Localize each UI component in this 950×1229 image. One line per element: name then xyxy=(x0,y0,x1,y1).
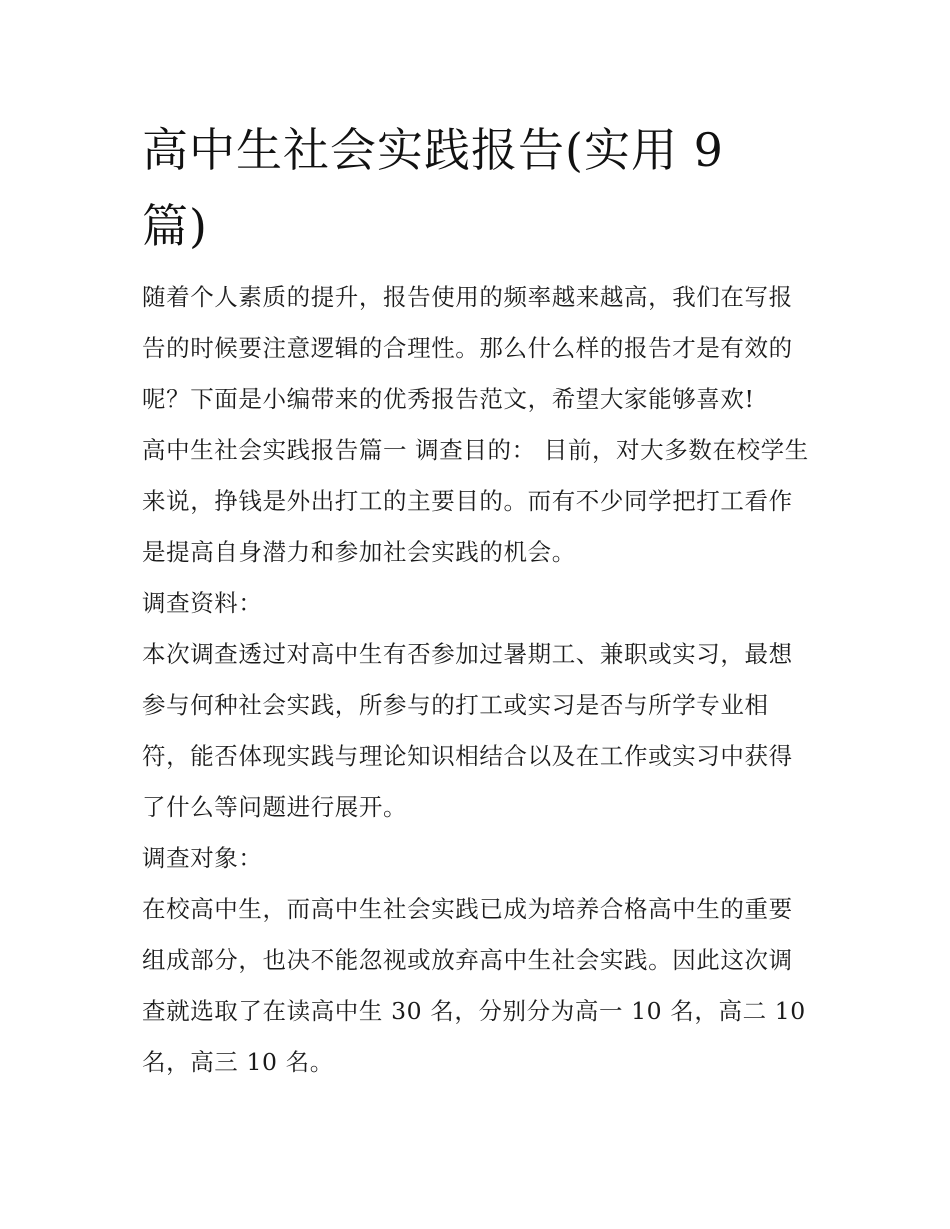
survey-purpose-paragraph: 高中生社会实践报告篇一 调查目的： 目前，对大多数在校学生来说，挣钱是外出打工的主要目的。而有不少同学把打工看作是提高自身潜力和参加社会实践的机会。 xyxy=(142,436,809,566)
survey-material-paragraph: 本次调查透过对高中生有否参加过暑期工、兼职或实习，最想参与何种社会实践，所参与的打工或实习是否与所学专业相符，能否体现实践与理论知识相结合以及在工作或实习中获得了什么等问题进行展开。 xyxy=(142,640,793,821)
survey-subject-paragraph: 在校高中生，而高中生社会实践已成为培养合格高中生的重要组成部分，也决不能忽视或放弃高中生社会实践。因此这次调查就选取了在读高中生 30 名，分别分为高一 10 名，高二 10 名，高三 10 名。 xyxy=(142,895,806,1076)
survey-subject-heading: 调查对象： xyxy=(142,844,263,872)
survey-material-heading: 调查资料： xyxy=(142,589,263,617)
intro-paragraph: 随着个人素质的提升，报告使用的频率越来越高，我们在写报告的时候要注意逻辑的合理性。那么什么样的报告才是有效的呢？下面是小编带来的优秀报告范文，希望大家能够喜欢! xyxy=(142,283,793,413)
paragraph-list xyxy=(142,272,812,1088)
document-title: 高中生社会实践报告(实用 9 篇) xyxy=(142,123,724,253)
document-body xyxy=(142,112,812,1088)
